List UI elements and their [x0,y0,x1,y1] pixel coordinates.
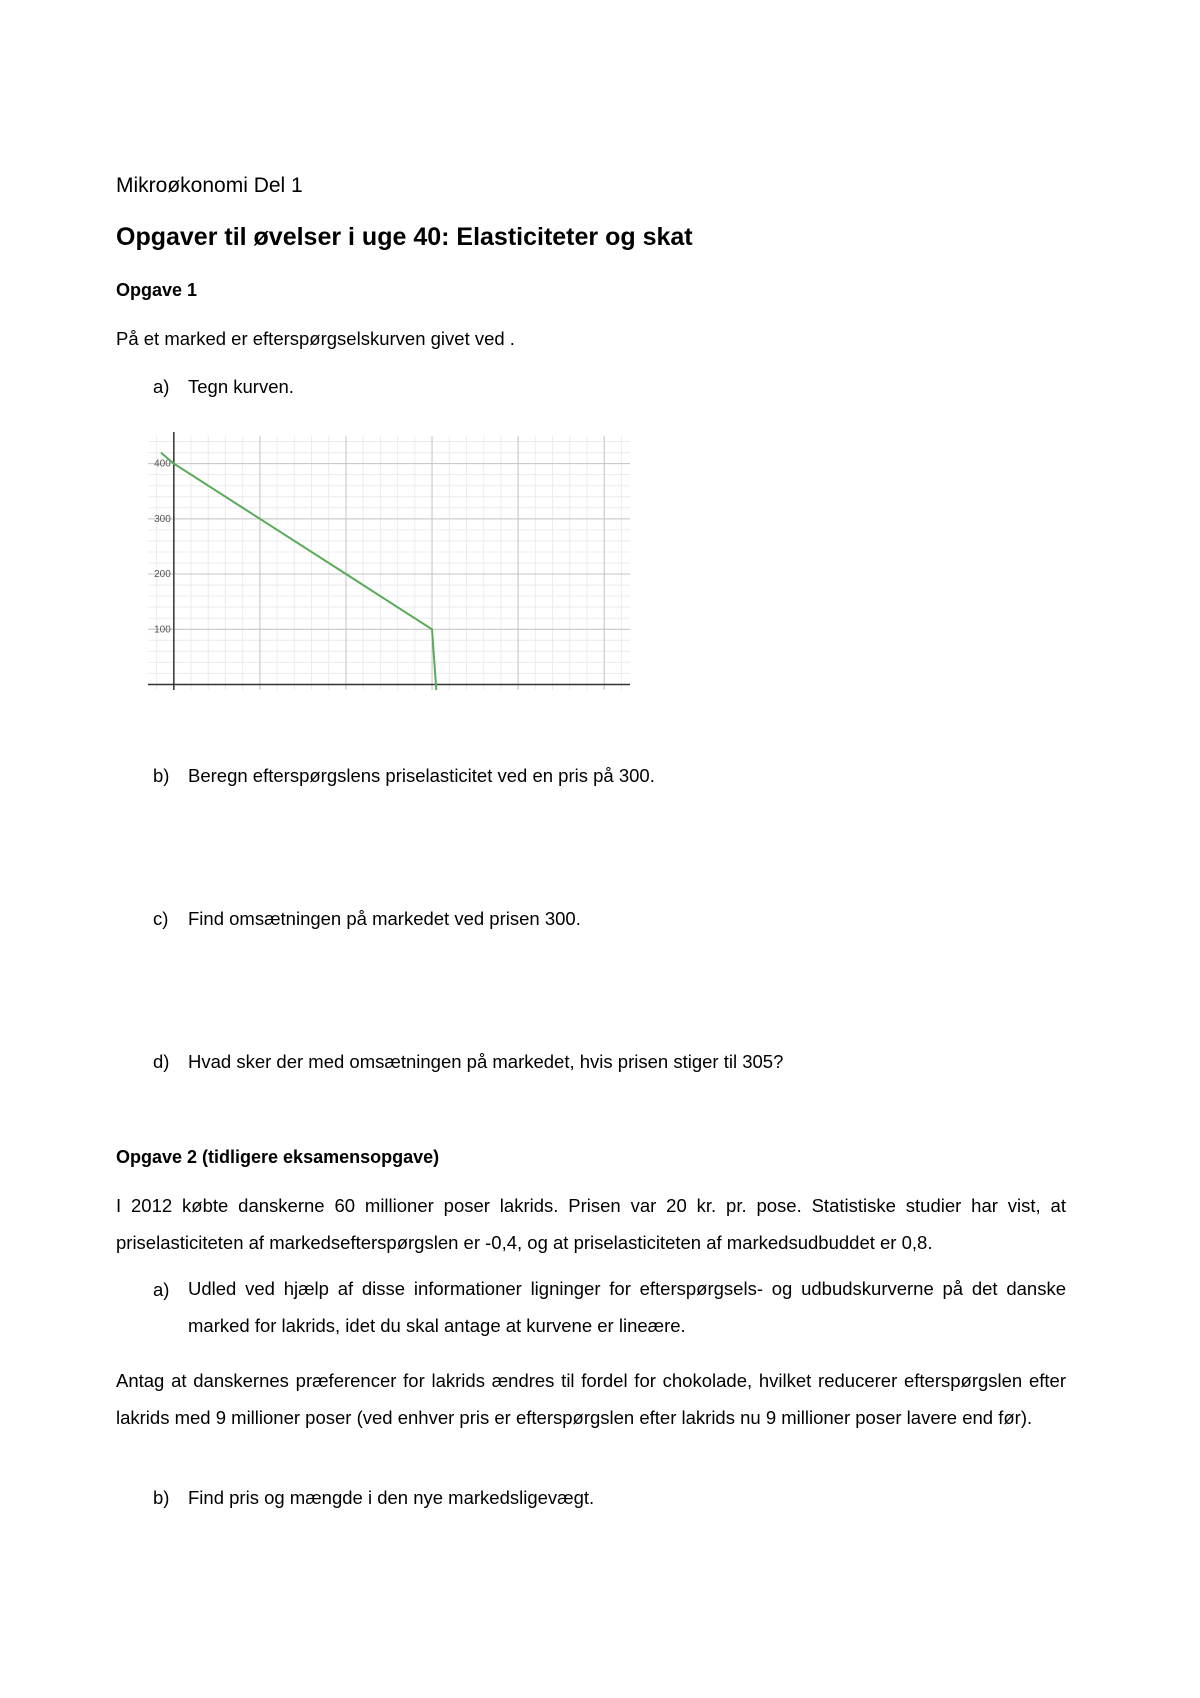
chart-series [161,453,436,690]
item-text: Find pris og mængde i den nye markedsligevægt. [188,1487,595,1508]
item-label: b) [153,1487,170,1508]
item-label: b) [153,765,170,786]
demand-curve-chart [140,428,640,698]
course-title: Mikroøkonomi Del 1 [116,174,303,197]
y-tick-label: 400 [154,458,171,470]
item-text: Tegn kurven. [188,376,294,397]
opgave-1-heading: Opgave 1 [116,280,198,300]
opgave-2-paragraph: Antag at danskernes præferencer for lakrids ændres til fordel for chokolade, hvilket reducerer efterspørgslen efter lakrids med 9 millioner poser (ved enhver pris er efterspørgslen efter lakrids nu 9 millioner poser lavere end før). [116,1370,1066,1428]
item-label: a) [153,376,170,397]
item-text: Find omsætningen på markedet ved prisen 300. [188,908,581,929]
opgave-1-intro: På et marked er efterspørgselskurven givet ved . [116,328,515,349]
opgave-2-heading-text: Opgave 2 (tidligere eksamensopgave) [116,1147,440,1167]
page-title: Opgaver til øvelser i uge 40: Elasticiteter og skat [116,223,693,251]
y-tick-label: 200 [154,569,171,581]
y-tick-label: 100 [154,624,171,636]
item-text: Beregn efterspørgslens priselasticitet ved en pris på 300. [188,765,655,786]
item-label: c) [153,908,169,929]
opgave-2-heading [116,1147,439,1168]
item-label: d) [153,1051,170,1072]
y-tick-label: 300 [154,513,171,525]
item-text: Hvad sker der med omsætningen på markedet, hvis prisen stiger til 305? [188,1051,784,1072]
chart-grid [148,436,630,690]
demand-curve-line [161,453,436,690]
item-text: Udled ved hjælp af disse informationer ligninger for efterspørgsels- og udbudskurverne på det danske marked for lakrids, idet du skal antage at kurvene er lineære. [188,1278,1066,1336]
opgave-2-intro: I 2012 købte danskerne 60 millioner poser lakrids. Prisen var 20 kr. pr. pose. Statistiske studier har vist, at priselasticiteten af markedsefterspørgslen er -0,4, og at priselasticiteten af markedsudbuddet er 0,8. [116,1195,1066,1253]
item-label: a) [153,1279,170,1300]
